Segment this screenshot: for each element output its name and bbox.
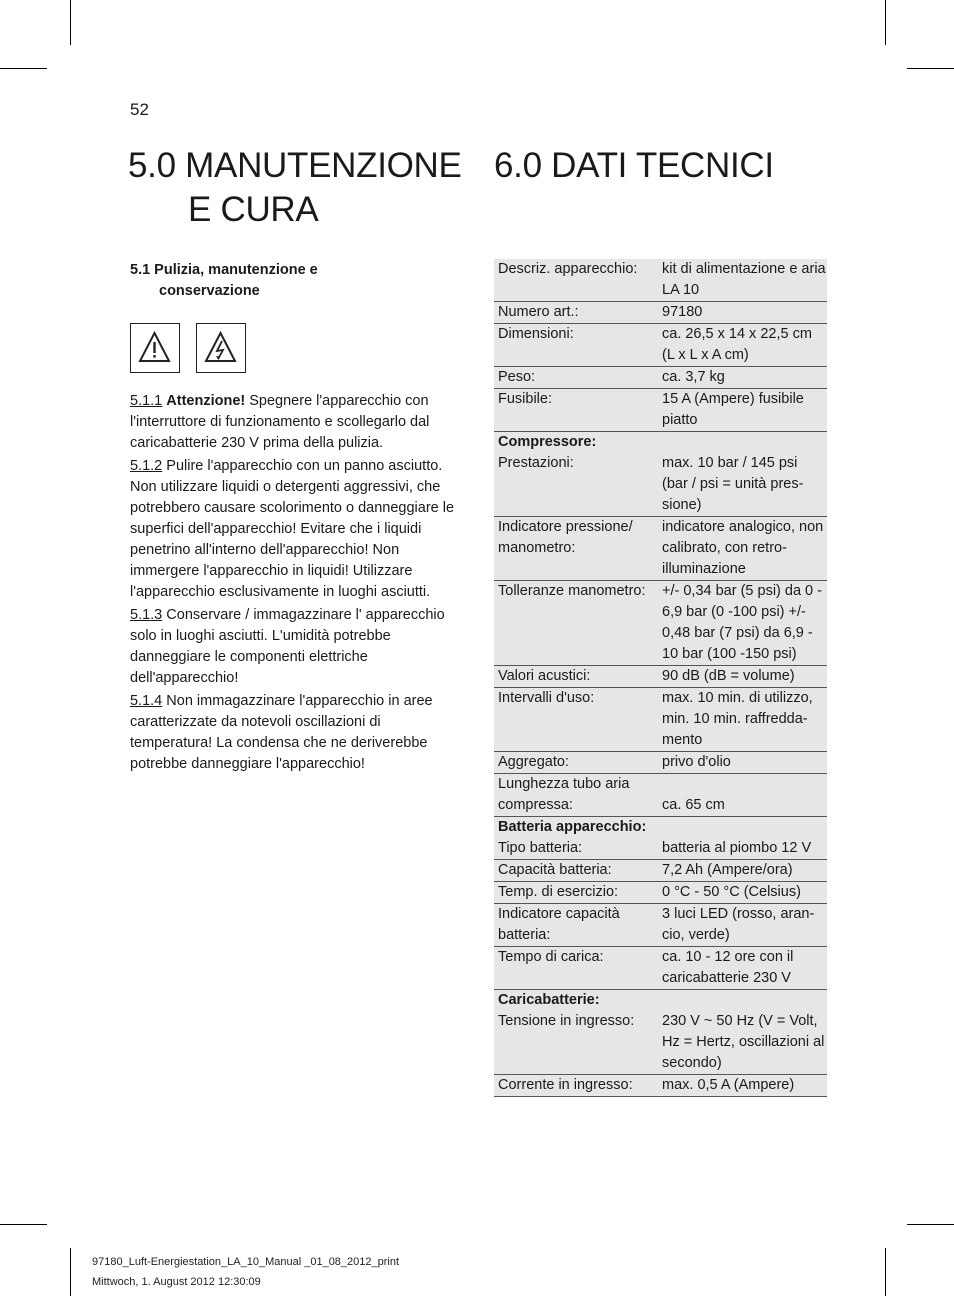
table-row: [494, 752, 827, 774]
spec-value: 3 luci LED (rosso, aran-cio, verde): [662, 906, 815, 943]
spec-label: Capacità batteria:: [498, 862, 612, 878]
section-label: [494, 817, 662, 838]
paragraph-emphasis: Attenzione!: [166, 393, 246, 409]
paragraph-number: 5.1.1: [130, 393, 163, 409]
section-label: [494, 432, 662, 453]
paragraph: [130, 605, 456, 689]
subheading-line: 5.1 Pulizia, manutenzione e: [130, 262, 318, 278]
crop-mark: [907, 1224, 954, 1225]
paragraph-text: Conservare / immagazzinare l' apparecchio solo in luoghi asciutti. L'umidità potrebbe danneggiare le componenti elettriche dell'apparecchio!: [130, 607, 445, 686]
spec-label: Prestazioni:: [498, 455, 574, 471]
footer-timestamp: Mittwoch, 1. August 2012 12:30:09: [92, 1276, 261, 1288]
warning-triangle-icon: [130, 323, 180, 373]
paragraph: [130, 456, 456, 603]
paragraph-number: 5.1.2: [130, 458, 163, 474]
spec-value: 0 °C - 50 °C (Celsius): [662, 884, 801, 900]
table-row: [494, 688, 827, 752]
table-section-header: [494, 432, 827, 453]
spec-label: Numero art.:: [498, 304, 579, 320]
spec-label: Aggregato:: [498, 754, 569, 770]
maintenance-instructions: [130, 391, 456, 777]
spec-value: ca. 65 cm: [662, 797, 725, 813]
spec-label: Tolleranze manometro:: [498, 583, 646, 599]
crop-mark: [885, 1248, 886, 1296]
paragraph-number: 5.1.3: [130, 607, 163, 623]
spec-value: 97180: [662, 304, 703, 320]
spec-label: Intervalli d'uso:: [498, 690, 595, 706]
paragraph: [130, 391, 456, 454]
section-heading-maintenance: [128, 144, 462, 232]
table-row: [494, 904, 827, 947]
spec-value: ca. 3,7 kg: [662, 369, 725, 385]
spec-value: max. 10 bar / 145 psi (bar / psi = unità pres-sione): [662, 455, 804, 513]
section-label-text: Compressore:: [498, 434, 597, 450]
crop-mark: [885, 0, 886, 45]
table-row: [494, 882, 827, 904]
crop-mark: [907, 68, 954, 69]
spec-label: Valori acustici:: [498, 668, 591, 684]
spec-value: 90 dB (dB = volume): [662, 668, 795, 684]
spec-label: Corrente in ingresso:: [498, 1077, 633, 1093]
paragraph-text: Pulire l'apparecchio con un panno asciutto. Non utilizzare liquidi o detergenti aggressivi, che potrebbero causare scolorimento o danneggiare le superfici dell'apparecchio! Evitare che i liquidi penetrino all'interno dell'apparecchio! Non immergere l'apparecchio in liquidi! Utilizzare l'apparecchio esclusivamente in luoghi asciutti.: [130, 458, 455, 600]
section-heading-technical-data: 6.0 DATI TECNICI: [494, 146, 774, 185]
table-row: [494, 453, 827, 517]
page-number: 52: [130, 100, 149, 119]
table-row: [494, 1075, 827, 1097]
table-row: [494, 302, 827, 324]
table-section-header: [494, 990, 827, 1011]
crop-mark: [70, 0, 71, 45]
table-section-header: [494, 817, 827, 838]
table-row: [494, 324, 827, 367]
table-row: [494, 367, 827, 389]
spec-label: Peso:: [498, 369, 536, 385]
spec-value: ca. 26,5 x 14 x 22,5 cm (L x L x A cm): [662, 326, 812, 363]
spec-label: Lunghezza tubo aria compressa:: [498, 776, 630, 813]
paragraph-text: Spegnere l'apparecchio con l'interruttore di funzionamento e scollegarlo dal caricabatterie 230 V prima della pulizia.: [130, 393, 430, 451]
spec-label: Dimensioni:: [498, 326, 574, 342]
table-row: [494, 389, 827, 432]
spec-value: indicatore analogico, non calibrato, con retro-illuminazione: [662, 519, 824, 577]
crop-mark: [0, 68, 47, 69]
spec-label: Indicatore capacità batteria:: [498, 906, 620, 943]
spec-value: 7,2 Ah (Ampere/ora): [662, 862, 793, 878]
heading-line: E CURA: [188, 190, 319, 229]
spec-label: Descriz. apparecchio:: [498, 261, 638, 277]
spec-value: kit di alimentazione e aria LA 10: [662, 261, 826, 298]
spec-label: Tipo batteria:: [498, 840, 583, 856]
spec-label: Tensione in ingresso:: [498, 1013, 635, 1029]
paragraph-text: Non immagazzinare l'apparecchio in aree caratterizzate da notevoli oscillazioni di temperatura! La condensa che ne deriverebbe potrebbe danneggiare l'apparecchio!: [130, 693, 433, 772]
spec-label: Indicatore pressione/ manometro:: [498, 519, 633, 556]
spec-value: max. 0,5 A (Ampere): [662, 1077, 795, 1093]
footer-filename: 97180_Luft-Energiestation_LA_10_Manual _01_08_2012_print: [92, 1256, 400, 1268]
spec-label: Fusibile:: [498, 391, 552, 407]
table-row: [494, 774, 827, 817]
table-row: [494, 666, 827, 688]
spec-value: max. 10 min. di utilizzo, min. 10 min. raffredda-mento: [662, 690, 813, 748]
spec-label: Tempo di carica:: [498, 949, 604, 965]
table-row: [494, 517, 827, 581]
spec-label: Temp. di esercizio:: [498, 884, 619, 900]
subsection-heading: [130, 260, 318, 302]
table-row: [494, 860, 827, 882]
spec-value: ca. 10 - 12 ore con il caricabatterie 230 V: [662, 949, 794, 986]
technical-data-table: [494, 259, 827, 1097]
paragraph: [130, 691, 456, 775]
spec-value: batteria al piombo 12 V: [662, 840, 812, 856]
subheading-line: conservazione: [159, 283, 260, 299]
section-label-text: Batteria apparecchio:: [498, 819, 647, 835]
table-row: [494, 581, 827, 666]
table-row: [494, 838, 827, 860]
table-row: [494, 259, 827, 302]
table-row: [494, 947, 827, 990]
spec-value: privo d'olio: [662, 754, 731, 770]
spec-value: 230 V ~ 50 Hz (V = Volt, Hz = Hertz, oscillazioni al secondo): [662, 1013, 825, 1071]
paragraph-number: 5.1.4: [130, 693, 163, 709]
crop-mark: [70, 1248, 71, 1296]
electric-hazard-icon: [196, 323, 246, 373]
heading-line: 5.0 MANUTENZIONE: [128, 146, 462, 185]
section-label: [494, 990, 662, 1011]
crop-mark: [0, 1224, 47, 1225]
table-row: [494, 1011, 827, 1075]
spec-value: +/- 0,34 bar (5 psi) da 0 - 6,9 bar (0 -100 psi) +/- 0,48 bar (7 psi) da 6,9 - 10 bar (100 -150 psi): [662, 583, 822, 662]
section-label-text: Caricabatterie:: [498, 992, 600, 1008]
spec-value: 15 A (Ampere) fusibile piatto: [662, 391, 804, 428]
